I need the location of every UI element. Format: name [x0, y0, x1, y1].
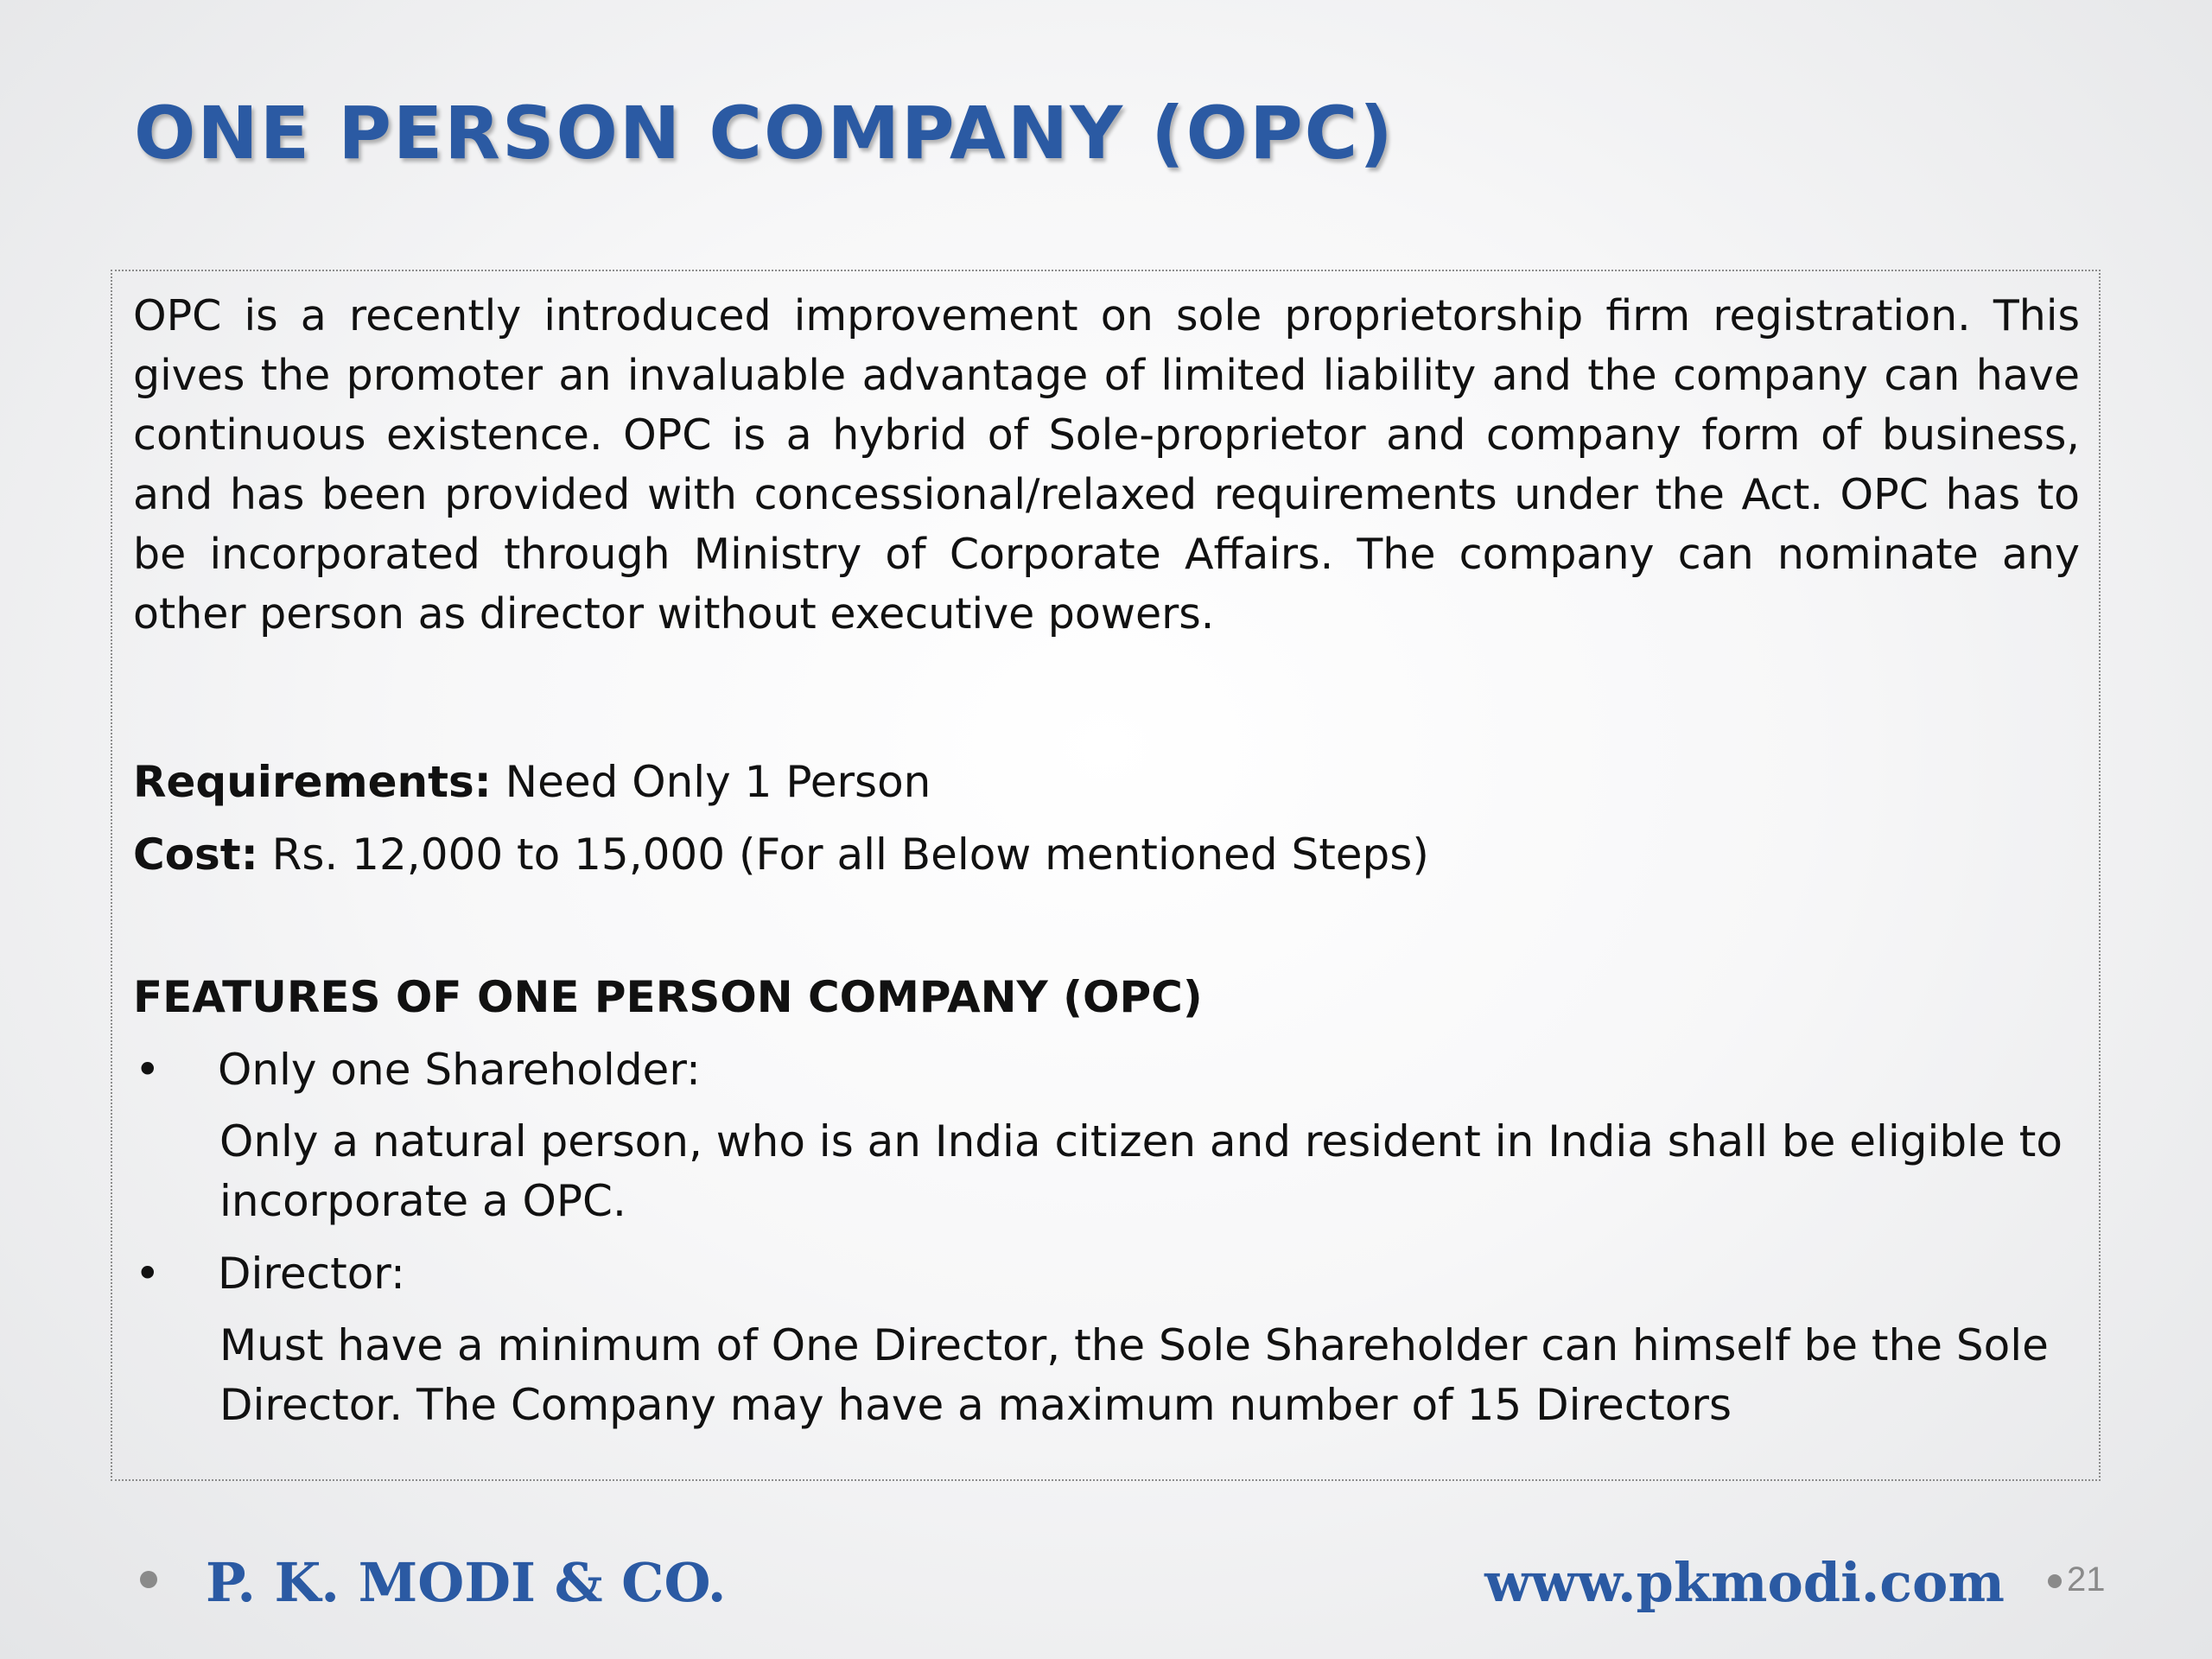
- footer-bullet-icon: [140, 1571, 157, 1588]
- page-number: 21: [2067, 1560, 2106, 1599]
- feature-description: Only a natural person, who is an India citizen and resident in India shall be eligible to incorporate a OPC.: [219, 1116, 2063, 1226]
- feature-item-shareholder: [133, 1039, 2080, 1231]
- cost-value: Rs. 12,000 to 15,000 (For all Below mentioned Steps): [257, 830, 1429, 880]
- bullet-icon: •: [135, 1249, 161, 1299]
- page-number-dot-icon: [2048, 1574, 2062, 1588]
- feature-title: Director:: [218, 1249, 405, 1299]
- bullet-row: [133, 1039, 2080, 1100]
- requirements-value: Need Only 1 Person: [491, 757, 931, 807]
- cost-label: Cost:: [133, 830, 258, 880]
- feature-description: Must have a minimum of One Director, the Sole Shareholder can himself be the Sole Director. The Company may have a maximum number of 15 Directors: [219, 1320, 2049, 1430]
- content-box: [111, 270, 2101, 1481]
- requirements-block: [133, 746, 2080, 891]
- requirements-label: Requirements:: [133, 757, 492, 807]
- intro-paragraph: OPC is a recently introduced improvement on sole proprietorship firm registration. This gives the promoter an invaluable advantage of limited liability and the company can have continuous existence. OPC is a hybrid of Sole-proprietor and company form of business, and has been provided with concessional/relaxed requirements under the Act. OPC has to be incorporated through Ministry of Corporate Affairs. The company can nominate any other person as director without executive powers.: [133, 291, 2080, 639]
- feature-title: Only one Shareholder:: [218, 1045, 701, 1095]
- footer-firm-name: P. K. MODI & CO.: [206, 1551, 727, 1614]
- footer-website: www.pkmodi.com: [1484, 1551, 2005, 1614]
- requirements-line: [133, 746, 2080, 818]
- slide-title: ONE PERSON COMPANY (OPC): [134, 91, 1395, 175]
- features-heading: FEATURES OF ONE PERSON COMPANY (OPC): [133, 972, 1203, 1022]
- bullet-icon: •: [135, 1045, 161, 1095]
- feature-item-director: [133, 1243, 2080, 1435]
- cost-line: [133, 818, 2080, 891]
- bullet-row: [133, 1243, 2080, 1304]
